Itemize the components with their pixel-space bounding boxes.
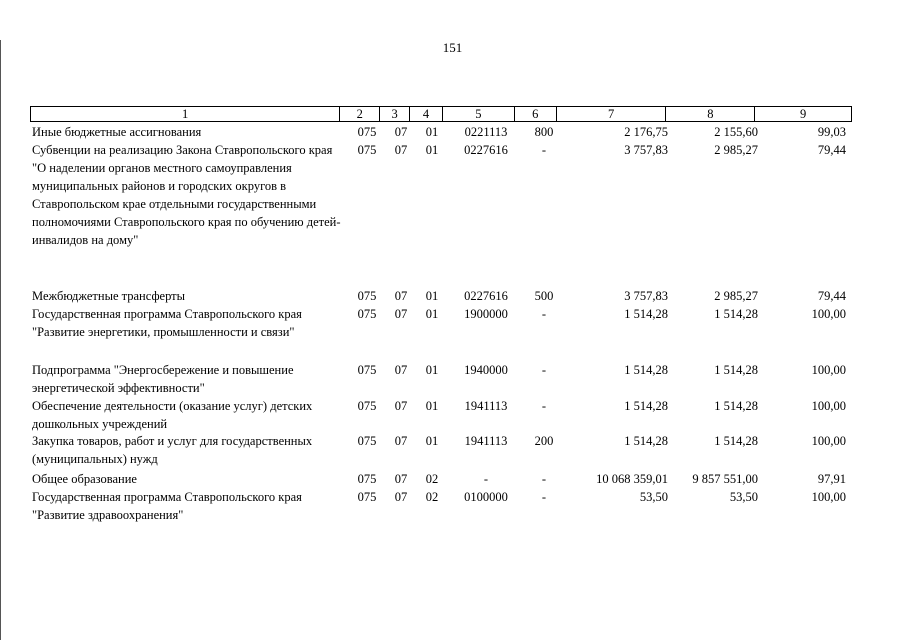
page-number: 151: [442, 40, 463, 55]
row-col-6: -: [541, 490, 547, 504]
table-header: [30, 106, 852, 122]
row-col-6: -: [541, 363, 547, 377]
row-col-9: 79,44: [817, 289, 846, 303]
row-col-3: 07: [394, 143, 408, 157]
row-col-5: 1941113: [464, 399, 508, 413]
table-row: [30, 397, 852, 433]
row-name: Обеспечение деятельности (оказание услуг) детских дошкольных учреждений: [32, 399, 313, 431]
row-col-3: 07: [394, 399, 408, 413]
header-col-1: 1: [31, 107, 340, 121]
row-name: Иные бюджетные ассигнования: [32, 125, 202, 139]
row-col-4: 02: [425, 490, 439, 504]
row-col-9: 100,00: [811, 399, 846, 413]
header-col-3: 3: [380, 107, 410, 121]
row-col-7: 1 514,28: [624, 434, 668, 448]
row-col-7: 53,50: [639, 490, 668, 504]
row-col-4: 01: [425, 307, 439, 321]
row-col-7: 10 068 359,01: [596, 472, 668, 486]
row-col-2: 075: [357, 399, 377, 413]
row-col-9: 100,00: [811, 490, 846, 504]
row-col-4: 02: [425, 472, 439, 486]
header-col-7: 7: [557, 107, 667, 121]
row-col-5: 1900000: [464, 307, 508, 321]
row-col-7: 1 514,28: [624, 363, 668, 377]
header-col-8: 8: [666, 107, 755, 121]
row-col-5: 0227616: [464, 289, 508, 303]
row-col-3: 07: [394, 307, 408, 321]
row-col-4: 01: [425, 363, 439, 377]
row-name: Подпрограмма "Энергосбережение и повышение энергетической эффективности": [32, 363, 294, 395]
row-col-4: 01: [425, 289, 439, 303]
page-edge-line: [0, 40, 1, 640]
table-row: [30, 470, 852, 488]
row-col-2: 075: [357, 363, 377, 377]
row-col-2: 075: [357, 125, 377, 139]
row-col-6: 800: [534, 125, 554, 139]
row-col-7: 3 757,83: [624, 143, 668, 157]
header-col-4: 4: [410, 107, 443, 121]
row-col-7: 1 514,28: [624, 307, 668, 321]
table-row: [30, 287, 852, 305]
row-col-5: 0227616: [464, 143, 508, 157]
row-col-2: 075: [357, 490, 377, 504]
row-col-8: 1 514,28: [714, 434, 758, 448]
row-col-5: 0221113: [464, 125, 508, 139]
row-name: Общее образование: [32, 472, 137, 486]
row-name: Межбюджетные трансферты: [32, 289, 186, 303]
table-row: [30, 432, 852, 468]
row-col-9: 100,00: [811, 307, 846, 321]
row-col-8: 53,50: [729, 490, 758, 504]
table-row: [30, 123, 852, 141]
header-col-9: 9: [799, 107, 807, 121]
row-col-9: 97,91: [817, 472, 846, 486]
row-col-6: -: [541, 143, 547, 157]
header-col-6: 6: [515, 107, 557, 121]
row-col-9: 79,44: [817, 143, 846, 157]
row-col-3: 07: [394, 490, 408, 504]
row-col-7: 1 514,28: [624, 399, 668, 413]
row-col-3: 07: [394, 434, 408, 448]
row-col-9: 100,00: [811, 363, 846, 377]
row-col-8: 9 857 551,00: [692, 472, 758, 486]
row-name: Государственная программа Ставропольского края "Развитие здравоохранения": [32, 490, 302, 522]
row-col-6: 500: [534, 289, 554, 303]
row-col-7: 2 176,75: [624, 125, 668, 139]
row-col-7: 3 757,83: [624, 289, 668, 303]
row-col-8: 1 514,28: [714, 363, 758, 377]
row-col-6: -: [541, 399, 547, 413]
row-col-5: 1940000: [464, 363, 508, 377]
table-row: [30, 361, 852, 397]
row-col-2: 075: [357, 143, 377, 157]
table-row: [30, 488, 852, 524]
table-row: [30, 141, 852, 249]
row-col-5: 1941113: [464, 434, 508, 448]
row-col-6: -: [541, 472, 547, 486]
row-col-3: 07: [394, 472, 408, 486]
row-col-4: 01: [425, 143, 439, 157]
row-name: Субвенции на реализацию Закона Ставропольского края "О наделении органов местного самоуправления муниципальных районов и городских округов в Ставропольском крае отдельными государственными полномочиями Ставропольского края по обучению детей-инвалидов на дому": [32, 143, 341, 247]
row-col-8: 1 514,28: [714, 399, 758, 413]
row-col-5: 0100000: [464, 490, 508, 504]
row-name: Закупка товаров, работ и услуг для государственных (муниципальных) нужд: [32, 434, 313, 466]
row-col-4: 01: [425, 399, 439, 413]
row-col-3: 07: [394, 289, 408, 303]
row-col-3: 07: [394, 125, 408, 139]
row-col-8: 2 985,27: [714, 289, 758, 303]
header-col-5: 5: [443, 107, 515, 121]
row-col-8: 1 514,28: [714, 307, 758, 321]
row-col-8: 2 155,60: [714, 125, 758, 139]
table-row: [30, 305, 852, 341]
header-col-2: 2: [340, 107, 380, 121]
row-col-2: 075: [357, 307, 377, 321]
row-col-4: 01: [425, 125, 439, 139]
row-col-3: 07: [394, 363, 408, 377]
row-col-2: 075: [357, 434, 377, 448]
row-name: Государственная программа Ставропольского края "Развитие энергетики, промышленности и связи": [32, 307, 302, 339]
row-col-4: 01: [425, 434, 439, 448]
row-col-2: 075: [357, 289, 377, 303]
row-col-8: 2 985,27: [714, 143, 758, 157]
row-col-2: 075: [357, 472, 377, 486]
row-col-9: 99,03: [817, 125, 846, 139]
row-col-6: -: [541, 307, 547, 321]
row-col-6: 200: [534, 434, 554, 448]
row-col-5: -: [483, 472, 489, 486]
row-col-9: 100,00: [811, 434, 846, 448]
